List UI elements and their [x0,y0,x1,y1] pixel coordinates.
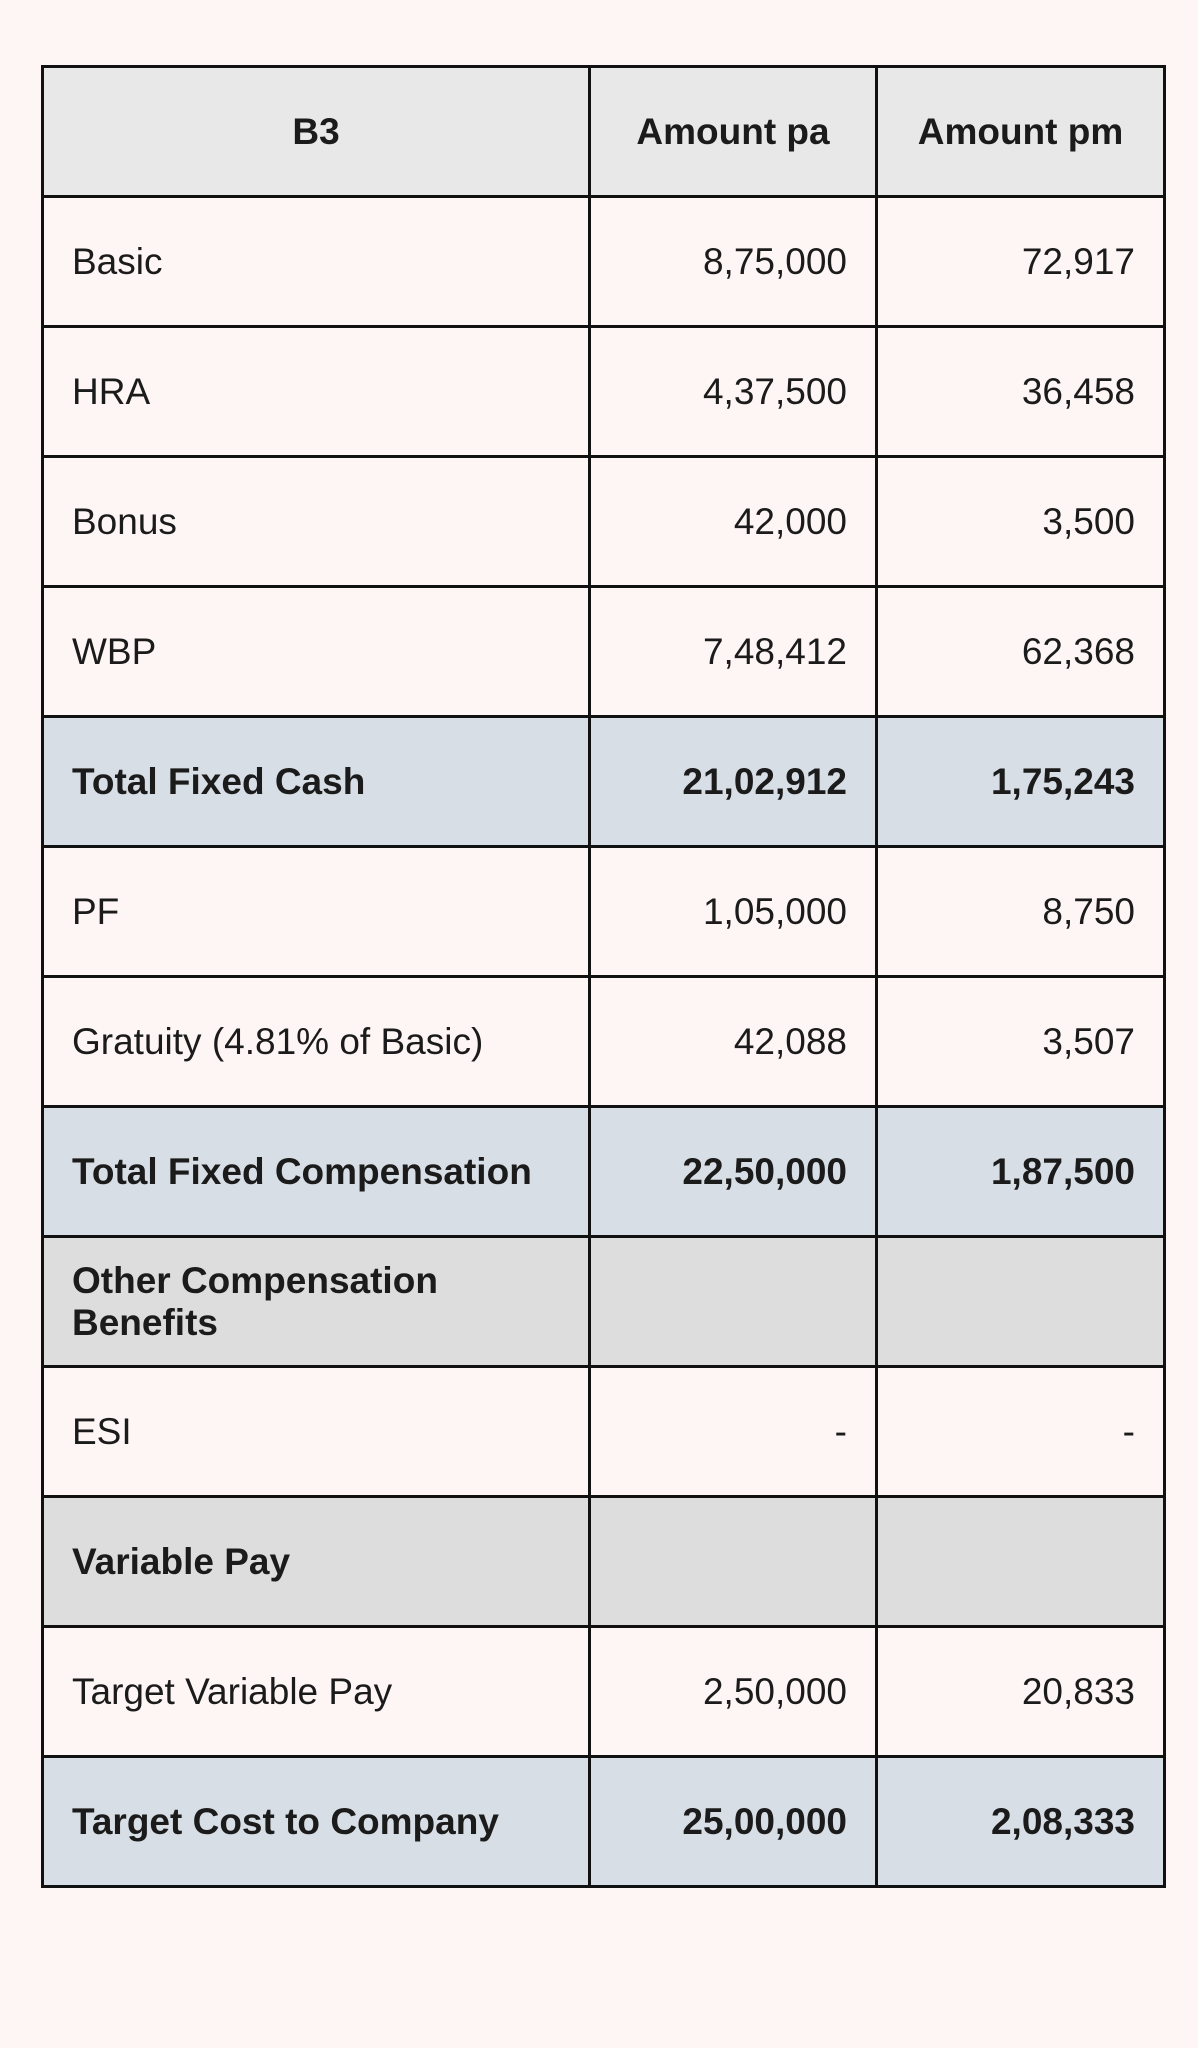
row-label-cell: Variable Pay [43,1497,590,1627]
amount-pa-cell: - [590,1367,877,1497]
header-grade: B3 [43,67,590,197]
amount-pm-cell [877,1497,1165,1627]
table-row [43,1757,1165,1887]
table-row [43,847,1165,977]
compensation-table [41,65,1166,1888]
table-row [43,327,1165,457]
table-row [43,457,1165,587]
row-label-cell: Other Compensation Benefits [43,1237,590,1367]
table-row [43,1367,1165,1497]
amount-pa-cell: 25,00,000 [590,1757,877,1887]
amount-pm-cell: 20,833 [877,1627,1165,1757]
amount-pa-cell: 42,000 [590,457,877,587]
table-row [43,1107,1165,1237]
row-label-cell: Bonus [43,457,590,587]
header-amount-pm: Amount pm [877,67,1165,197]
amount-pm-cell: 72,917 [877,197,1165,327]
amount-pa-cell: 42,088 [590,977,877,1107]
row-label-cell: Total Fixed Cash [43,717,590,847]
amount-pa-cell: 7,48,412 [590,587,877,717]
amount-pm-cell [877,1237,1165,1367]
row-label-cell: Target Variable Pay [43,1627,590,1757]
table-row [43,1497,1165,1627]
table-header [43,67,1165,197]
table-row [43,1237,1165,1367]
header-row [43,67,1165,197]
row-label-cell: ESI [43,1367,590,1497]
amount-pm-cell: 1,87,500 [877,1107,1165,1237]
amount-pm-cell: 62,368 [877,587,1165,717]
amount-pa-cell [590,1237,877,1367]
row-label-cell: HRA [43,327,590,457]
row-label-cell: Gratuity (4.81% of Basic) [43,977,590,1107]
table-body [43,197,1165,1887]
amount-pa-cell: 2,50,000 [590,1627,877,1757]
table-row [43,717,1165,847]
amount-pa-cell: 21,02,912 [590,717,877,847]
table-row [43,587,1165,717]
table-row [43,197,1165,327]
amount-pa-cell: 4,37,500 [590,327,877,457]
amount-pa-cell: 1,05,000 [590,847,877,977]
row-label-cell: Basic [43,197,590,327]
amount-pm-cell: 2,08,333 [877,1757,1165,1887]
amount-pm-cell: 3,507 [877,977,1165,1107]
amount-pm-cell: - [877,1367,1165,1497]
table-row [43,977,1165,1107]
amount-pm-cell: 36,458 [877,327,1165,457]
amount-pa-cell: 8,75,000 [590,197,877,327]
row-label-cell: WBP [43,587,590,717]
row-label-cell: Target Cost to Company [43,1757,590,1887]
header-amount-pa: Amount pa [590,67,877,197]
row-label-cell: Total Fixed Compensation [43,1107,590,1237]
amount-pm-cell: 1,75,243 [877,717,1165,847]
amount-pa-cell: 22,50,000 [590,1107,877,1237]
amount-pm-cell: 3,500 [877,457,1165,587]
table-row [43,1627,1165,1757]
amount-pa-cell [590,1497,877,1627]
amount-pm-cell: 8,750 [877,847,1165,977]
row-label-cell: PF [43,847,590,977]
